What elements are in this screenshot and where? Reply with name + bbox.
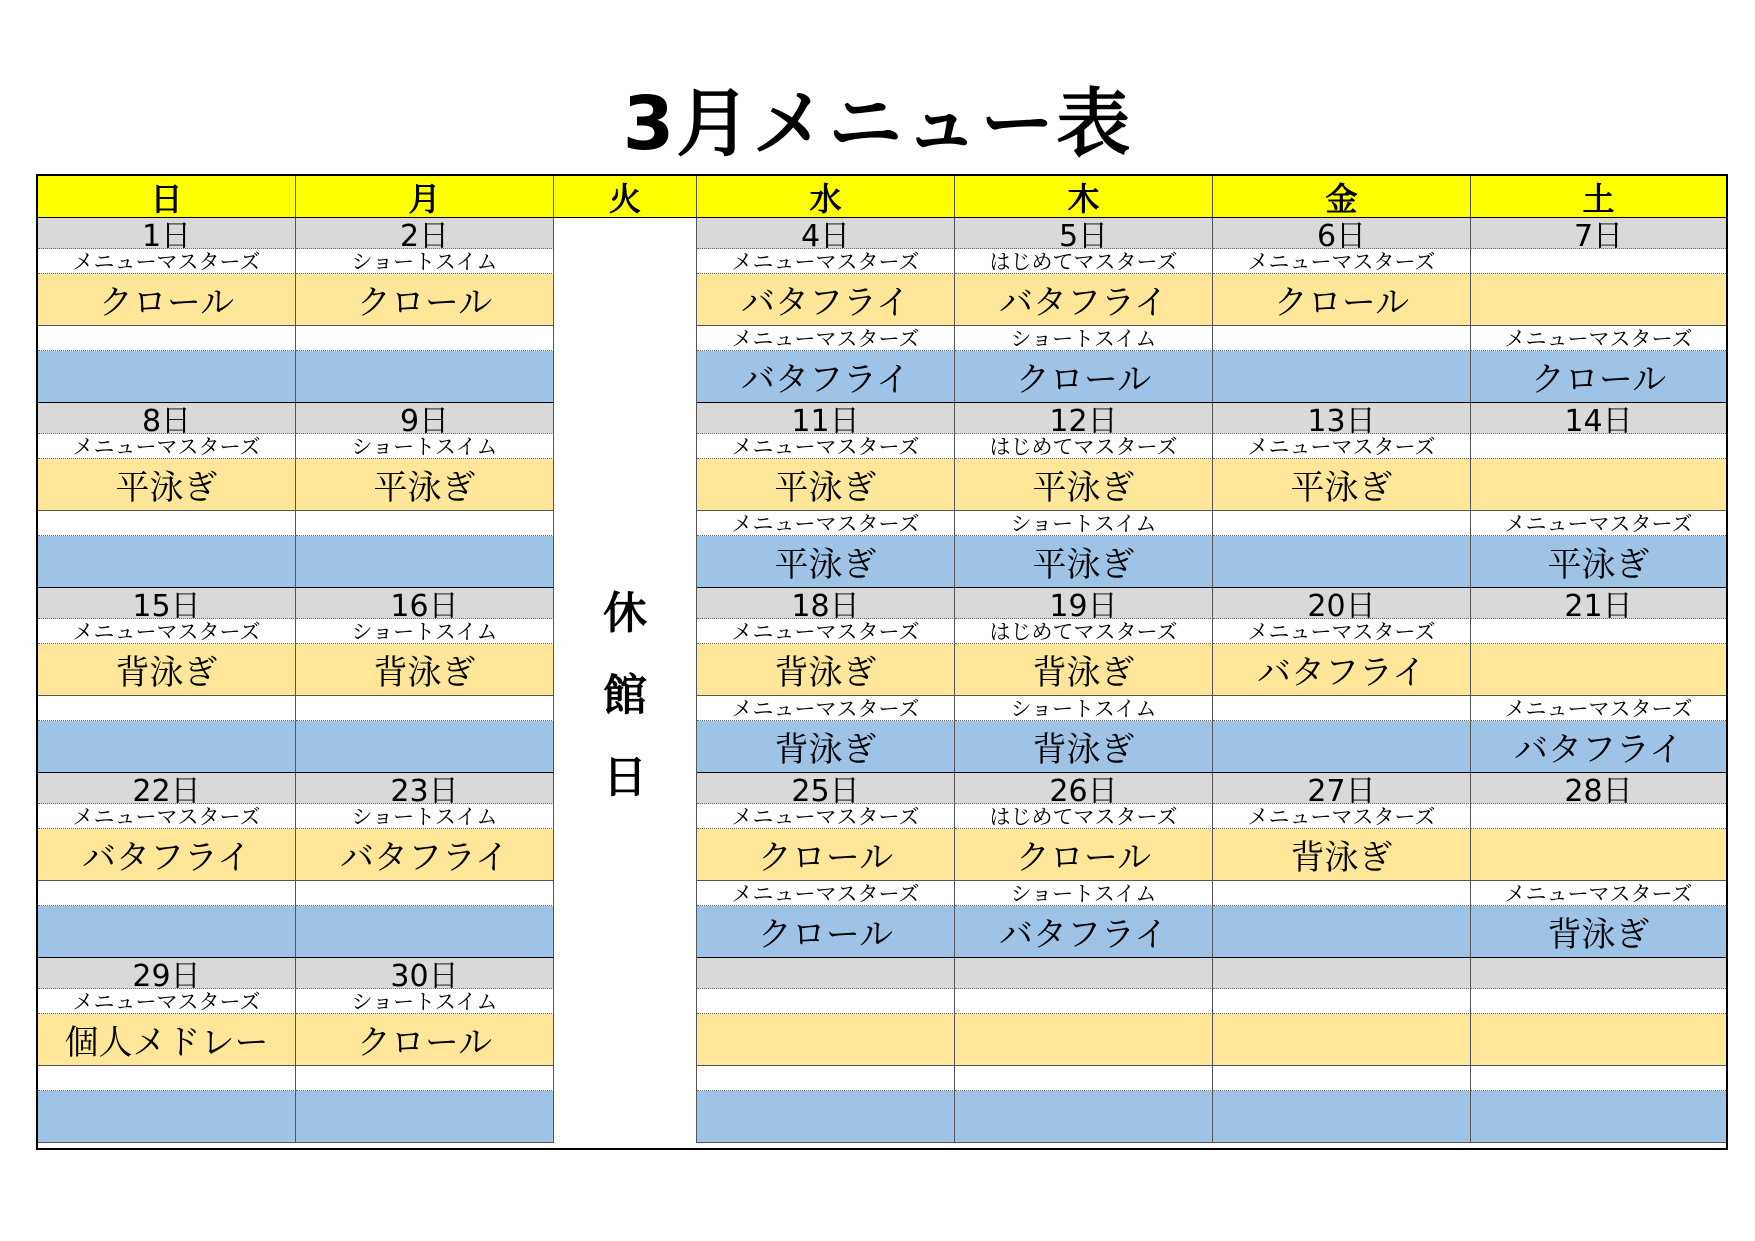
stroke-cell — [1471, 829, 1726, 881]
weekday-header-sun: 日 — [38, 176, 296, 218]
stroke-cell — [1471, 1014, 1726, 1066]
stroke-cell — [296, 906, 554, 958]
class-label: はじめてマスターズ — [955, 619, 1213, 644]
stroke-cell: クロール — [697, 906, 955, 958]
stroke-cell — [1471, 644, 1726, 696]
stroke-cell — [697, 1014, 955, 1066]
stroke-cell — [38, 721, 296, 773]
stroke-cell: 背泳ぎ — [955, 644, 1213, 696]
stroke-cell: 平泳ぎ — [1213, 459, 1471, 511]
date-cell: 22日 — [38, 773, 296, 804]
closed-day-char: 日 — [603, 751, 647, 803]
stroke-cell: 個人メドレー — [38, 1014, 296, 1066]
stroke-cell: 平泳ぎ — [955, 459, 1213, 511]
class-label: メニューマスターズ — [697, 619, 955, 644]
date-cell: 20日 — [1213, 588, 1471, 619]
class-label: メニューマスターズ — [38, 249, 296, 274]
class-label — [1213, 989, 1471, 1014]
class-label — [955, 1066, 1213, 1091]
stroke-cell — [38, 536, 296, 588]
class-label: メニューマスターズ — [697, 881, 955, 906]
class-label — [296, 1066, 554, 1091]
stroke-cell — [296, 536, 554, 588]
date-cell: 25日 — [697, 773, 955, 804]
stroke-cell — [1471, 459, 1726, 511]
class-label: メニューマスターズ — [1213, 249, 1471, 274]
class-label — [38, 696, 296, 721]
class-label: ショートスイム — [955, 696, 1213, 721]
stroke-cell: 背泳ぎ — [697, 644, 955, 696]
stroke-cell: 平泳ぎ — [697, 536, 955, 588]
stroke-cell — [1213, 351, 1471, 403]
class-label: メニューマスターズ — [1471, 511, 1726, 536]
date-cell: 30日 — [296, 958, 554, 989]
class-label: ショートスイム — [296, 619, 554, 644]
class-label — [38, 881, 296, 906]
class-label: はじめてマスターズ — [955, 434, 1213, 459]
stroke-cell — [296, 1091, 554, 1143]
class-label — [296, 326, 554, 351]
date-cell: 11日 — [697, 403, 955, 434]
stroke-cell: バタフライ — [955, 274, 1213, 326]
class-label — [296, 881, 554, 906]
date-cell: 27日 — [1213, 773, 1471, 804]
class-label: メニューマスターズ — [38, 804, 296, 829]
date-cell: 26日 — [955, 773, 1213, 804]
class-label: はじめてマスターズ — [955, 249, 1213, 274]
stroke-cell: バタフライ — [697, 274, 955, 326]
weekday-header-mon: 月 — [296, 176, 554, 218]
stroke-cell: バタフライ — [697, 351, 955, 403]
closed-day-cell — [554, 218, 697, 1143]
date-cell: 29日 — [38, 958, 296, 989]
weekday-header-sat: 土 — [1471, 176, 1726, 218]
date-cell: 23日 — [296, 773, 554, 804]
class-label — [1213, 326, 1471, 351]
stroke-cell: バタフライ — [38, 829, 296, 881]
stroke-cell — [296, 721, 554, 773]
class-label: メニューマスターズ — [1471, 881, 1726, 906]
date-cell: 8日 — [38, 403, 296, 434]
stroke-cell — [38, 351, 296, 403]
date-cell: 19日 — [955, 588, 1213, 619]
class-label: メニューマスターズ — [697, 511, 955, 536]
class-label — [1471, 249, 1726, 274]
date-cell: 2日 — [296, 218, 554, 249]
class-label — [697, 1066, 955, 1091]
stroke-cell: クロール — [697, 829, 955, 881]
stroke-cell: クロール — [296, 1014, 554, 1066]
stroke-cell: 背泳ぎ — [1213, 829, 1471, 881]
class-label — [38, 1066, 296, 1091]
date-cell — [1213, 958, 1471, 989]
date-cell: 15日 — [38, 588, 296, 619]
class-label — [1213, 881, 1471, 906]
stroke-cell: 平泳ぎ — [1471, 536, 1726, 588]
date-cell: 1日 — [38, 218, 296, 249]
class-label: メニューマスターズ — [38, 619, 296, 644]
weekday-header-fri: 金 — [1213, 176, 1471, 218]
stroke-cell: クロール — [955, 351, 1213, 403]
class-label — [955, 989, 1213, 1014]
stroke-cell: クロール — [38, 274, 296, 326]
date-cell: 28日 — [1471, 773, 1726, 804]
class-label — [1213, 1066, 1471, 1091]
stroke-cell: バタフライ — [955, 906, 1213, 958]
stroke-cell: 平泳ぎ — [38, 459, 296, 511]
stroke-cell — [1471, 1091, 1726, 1143]
stroke-cell: 背泳ぎ — [955, 721, 1213, 773]
date-cell: 6日 — [1213, 218, 1471, 249]
stroke-cell — [1213, 536, 1471, 588]
class-label: メニューマスターズ — [1471, 696, 1726, 721]
class-label: ショートスイム — [955, 326, 1213, 351]
stroke-cell — [955, 1091, 1213, 1143]
stroke-cell — [38, 906, 296, 958]
class-label: メニューマスターズ — [1213, 434, 1471, 459]
date-cell — [955, 958, 1213, 989]
class-label: ショートスイム — [955, 511, 1213, 536]
date-cell: 14日 — [1471, 403, 1726, 434]
stroke-cell: 背泳ぎ — [38, 644, 296, 696]
stroke-cell: バタフライ — [296, 829, 554, 881]
class-label: メニューマスターズ — [697, 434, 955, 459]
date-cell: 5日 — [955, 218, 1213, 249]
class-label — [697, 989, 955, 1014]
class-label: メニューマスターズ — [697, 804, 955, 829]
page-title: 3月メニュー表 — [622, 81, 1133, 167]
class-label — [1471, 434, 1726, 459]
class-label — [1213, 696, 1471, 721]
date-cell: 7日 — [1471, 218, 1726, 249]
stroke-cell: クロール — [955, 829, 1213, 881]
stroke-cell: バタフライ — [1471, 721, 1726, 773]
class-label — [38, 326, 296, 351]
class-label: メニューマスターズ — [38, 989, 296, 1014]
class-label — [38, 511, 296, 536]
class-label: メニューマスターズ — [697, 249, 955, 274]
stroke-cell — [955, 1014, 1213, 1066]
class-label: メニューマスターズ — [697, 696, 955, 721]
menu-table — [36, 174, 1728, 1150]
stroke-cell — [296, 351, 554, 403]
stroke-cell — [1213, 906, 1471, 958]
stroke-cell: クロール — [1213, 274, 1471, 326]
date-cell: 9日 — [296, 403, 554, 434]
stroke-cell: 背泳ぎ — [296, 644, 554, 696]
date-cell — [697, 958, 955, 989]
stroke-cell: 背泳ぎ — [1471, 906, 1726, 958]
date-cell: 16日 — [296, 588, 554, 619]
stroke-cell: バタフライ — [1213, 644, 1471, 696]
stroke-cell: 平泳ぎ — [697, 459, 955, 511]
class-label: ショートスイム — [296, 434, 554, 459]
stroke-cell — [1471, 274, 1726, 326]
class-label: はじめてマスターズ — [955, 804, 1213, 829]
date-cell: 13日 — [1213, 403, 1471, 434]
class-label: メニューマスターズ — [697, 326, 955, 351]
stroke-cell — [38, 1091, 296, 1143]
stroke-cell: 平泳ぎ — [955, 536, 1213, 588]
class-label: ショートスイム — [296, 249, 554, 274]
class-label: メニューマスターズ — [1213, 619, 1471, 644]
stroke-cell: クロール — [1471, 351, 1726, 403]
class-label: ショートスイム — [296, 804, 554, 829]
stroke-cell — [1213, 1014, 1471, 1066]
closed-day-char: 休 — [603, 587, 647, 639]
class-label: メニューマスターズ — [38, 434, 296, 459]
stroke-cell: 背泳ぎ — [697, 721, 955, 773]
date-cell: 12日 — [955, 403, 1213, 434]
date-cell — [1471, 958, 1726, 989]
date-cell: 21日 — [1471, 588, 1726, 619]
class-label: メニューマスターズ — [1471, 326, 1726, 351]
class-label — [1471, 804, 1726, 829]
date-cell: 18日 — [697, 588, 955, 619]
closed-day-char: 館 — [603, 669, 647, 721]
class-label — [1471, 1066, 1726, 1091]
class-label: ショートスイム — [955, 881, 1213, 906]
class-label — [296, 511, 554, 536]
class-label — [296, 696, 554, 721]
weekday-header-thu: 木 — [955, 176, 1213, 218]
stroke-cell: 平泳ぎ — [296, 459, 554, 511]
stroke-cell: クロール — [296, 274, 554, 326]
class-label: メニューマスターズ — [1213, 804, 1471, 829]
stroke-cell — [1213, 721, 1471, 773]
class-label: ショートスイム — [296, 989, 554, 1014]
stroke-cell — [1213, 1091, 1471, 1143]
weekday-header-wed: 水 — [697, 176, 955, 218]
class-label — [1471, 989, 1726, 1014]
class-label — [1213, 511, 1471, 536]
stroke-cell — [697, 1091, 955, 1143]
class-label — [1471, 619, 1726, 644]
date-cell: 4日 — [697, 218, 955, 249]
weekday-header-tue: 火 — [554, 176, 697, 218]
